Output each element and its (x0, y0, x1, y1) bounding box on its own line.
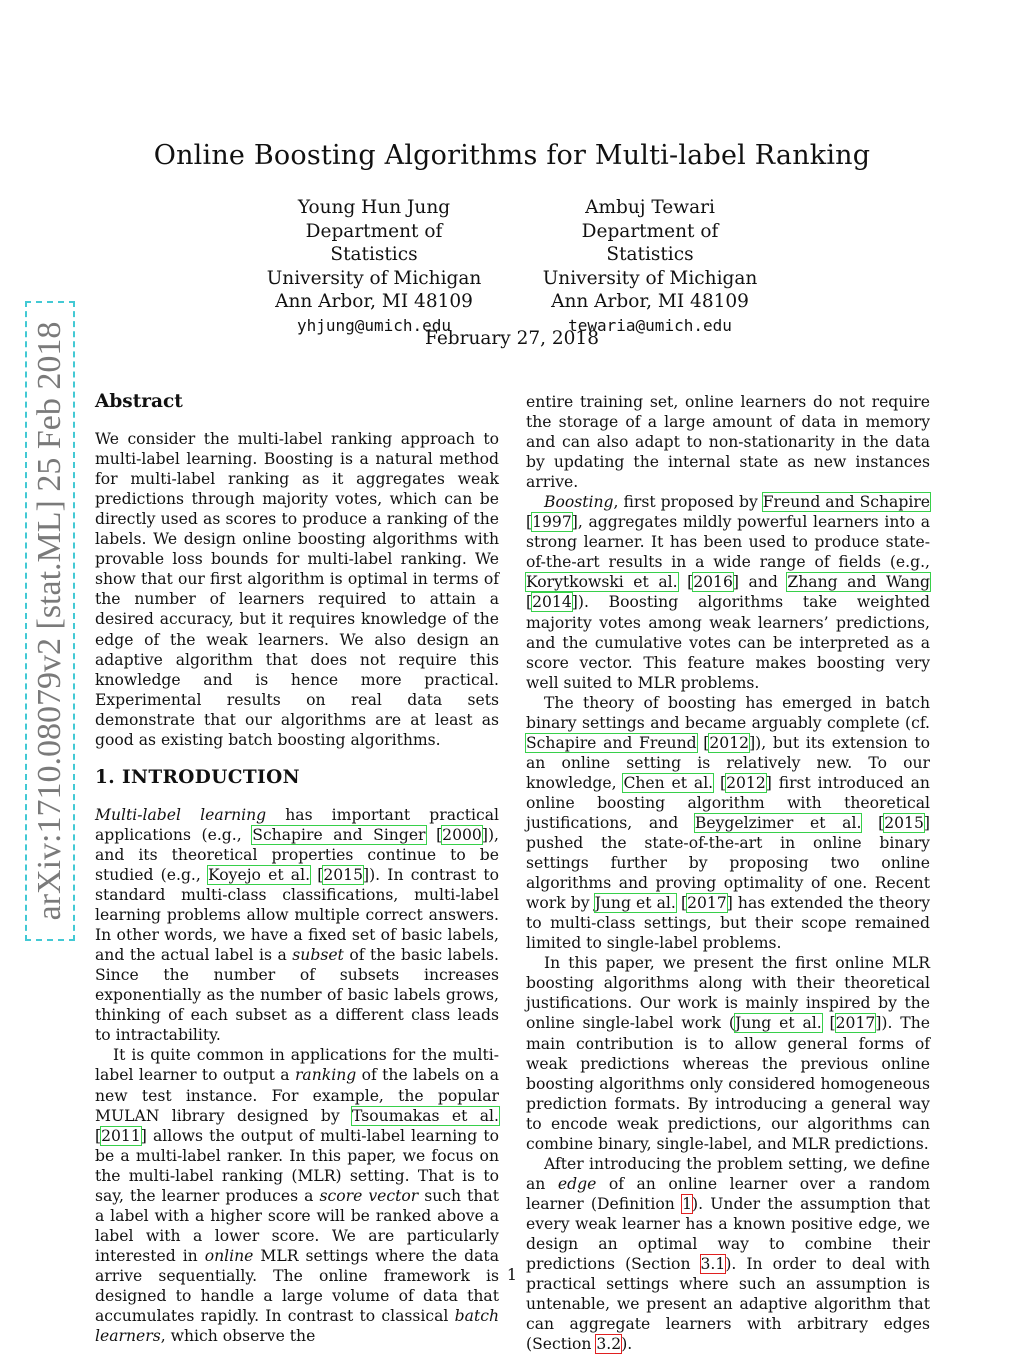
text: ] and (732, 573, 788, 592)
emphasis: edge (557, 1174, 597, 1193)
text: [ (713, 773, 727, 792)
text: [ (677, 573, 694, 592)
author-city: Ann Arbor, MI 48109 (275, 291, 473, 313)
section-ref-link[interactable]: 3.2 (596, 1335, 622, 1354)
author-department: Department of Statistics (305, 220, 443, 266)
text: [ (425, 825, 443, 844)
abstract-text: We consider the multi-label ranking approach to multi-label learning. Boosting is a natural method for multi-label ranking as it aggregates weak predictions through majority votes, which can be directly used as scores to produce a ranking of the labels. We design online boosting algorithms with provable loss bounds for multi-label ranking. We show that our first algorithm is optimal in terms of the number of learners required to attain a desired accuracy, but it requires knowledge of the edge of the weak learners. We also design an adaptive algorithm that does not require this knowledge and is hence more practical. Experimental results on real data sets demonstrate that our algorithms are at least as good as existing batch boosting algorithms. (95, 430, 499, 749)
arxiv-stamp[interactable]: arXiv:1710.08079v2 [stat.ML] 25 Feb 2018 (25, 301, 75, 941)
text: ]), but its extension to an online setting is relatively new. To our knowledge, (526, 733, 931, 792)
intro-paragraph-3 (526, 492, 930, 692)
author-city: Ann Arbor, MI 48109 (551, 291, 749, 313)
text: , which observe the (160, 1327, 316, 1346)
intro-paragraph-5 (526, 953, 930, 1153)
page-number: 1 (506, 1265, 518, 1284)
text: ]). Boosting algorithms take weighted majority votes among weak learners’ predictions, and the cumulative votes can be interpreted as a score vector. This feature makes boosting very well suited to MLR problems. (526, 593, 930, 692)
text: It is quite common in applications for the multi-label learner to output a (95, 1046, 499, 1085)
text: ]), and its theoretical properties continue to be studied (e.g., (95, 825, 499, 884)
citation-year-link[interactable]: 1997 (532, 513, 572, 532)
text: ]). The main contribution is to allow general forms of weak predictions whereas the previous online boosting algorithms only considered homogeneous prediction formats. By introducing a general way to encode weak predictions, our algorithms can combine binary, single-label, and MLR predictions. (526, 1014, 930, 1153)
abstract-heading: Abstract (95, 391, 183, 412)
text: [ (310, 865, 324, 884)
citation-link[interactable]: Tsoumakas et al. (352, 1106, 499, 1125)
text: [ (526, 593, 533, 612)
emphasis: score vector (319, 1186, 419, 1205)
citation-year-link[interactable]: 2015 (323, 865, 363, 884)
paper-date: February 27, 2018 (425, 328, 599, 349)
text: has important practical applications (e.g., (95, 805, 499, 844)
text: [ (95, 1126, 102, 1145)
author-university: University of Michigan (266, 267, 482, 289)
author-email: yhjung@umich.edu (296, 315, 452, 335)
text: ] allows the output of multi-label learning to be a multi-label ranker. In this paper, we focus on the multi-label ranking (MLR) setting. That is to say, the learner produces a (95, 1126, 499, 1205)
emphasis: Boosting (544, 493, 614, 512)
intro-paragraph-6 (526, 1154, 930, 1354)
author-email: tewaria@umich.edu (568, 315, 732, 335)
emphasis: subset (292, 946, 344, 965)
right-column (526, 392, 930, 1354)
text: ] has extended the theory to multi-class settings, but their scope remained limited to single-label problems. (526, 894, 931, 953)
citation-link[interactable]: Chen et al. (623, 773, 714, 792)
paper-title: Online Boosting Algorithms for Multi-label Ranking (153, 140, 871, 171)
emphasis: online (204, 1246, 254, 1265)
citation-link[interactable]: Jung et al. (734, 1014, 822, 1033)
citation-link[interactable]: Beygelzimer et al. (694, 813, 862, 832)
citation-year-link[interactable]: 2012 (709, 733, 750, 752)
intro-paragraph-4 (526, 693, 930, 954)
text: [ (861, 813, 885, 832)
citation-link[interactable]: Freund and Schapire (762, 493, 930, 512)
citation-link[interactable]: Koyejo et al. (208, 865, 311, 884)
citation-link[interactable]: Jung et al. (594, 894, 676, 913)
author-name: Young Hun Jung (297, 197, 451, 218)
text: ). In order to deal with practical settings where such an assumption is untenable, we present an adaptive algorithm that can aggregate learners with arbitrary edges (Section (526, 1255, 930, 1354)
citation-year-link[interactable]: 2000 (442, 825, 482, 844)
citation-link[interactable]: Korytkowski et al. (526, 573, 678, 592)
intro-paragraph-2 (95, 1045, 499, 1346)
citation-year-link[interactable]: 2015 (884, 813, 924, 832)
text: MLR settings where the data arrive sequentially. The online framework is designed to handle a large volume of data that accumulates rapidly. In contrast to classical (95, 1246, 499, 1326)
text: of an online learner over a random learner (Definition (526, 1174, 930, 1213)
text: ]). In contrast to standard multi-class classifications, multi-label learning problems allow multiple correct answers. In other words, we have a fixed set of basic labels, and the actual label is a (95, 865, 499, 965)
text: ] pushed the state-of-the-art in online binary settings further by proposing two online algorithms and proving optimality of one. Recent work by (526, 813, 930, 913)
text: [ (821, 1014, 836, 1033)
text: ). (621, 1335, 633, 1354)
author-block-1 (260, 196, 488, 338)
text: [ (696, 733, 710, 752)
author-block-2 (536, 196, 764, 338)
text: such that a label with a higher score will be ranked above a label with a lower score. We are particularly interested in (95, 1186, 499, 1265)
left-column (95, 392, 499, 1346)
section-heading-introduction: 1. INTRODUCTION (95, 766, 300, 788)
text: of the labels on a new test instance. For example, the popular MULAN library designed by (95, 1066, 499, 1125)
text: ] first introduced an online boosting algorithm with theoretical justifications, and (526, 773, 930, 832)
text: , first proposed by (613, 493, 763, 512)
author-name: Ambuj Tewari (585, 197, 715, 218)
text: In this paper, we present the first online MLR boosting algorithms along with their theoretical justifications. Our work is mainly inspired by the online single-label work ( (526, 954, 930, 1033)
citation-year-link[interactable]: 2014 (532, 593, 572, 612)
emphasis: Multi-label learning (95, 805, 267, 824)
intro-paragraph-1 (95, 805, 499, 1046)
citation-link[interactable]: Schapire and Freund (526, 733, 697, 752)
text: After introducing the problem setting, we define an (526, 1154, 930, 1193)
text: of the basic labels. Since the number of subsets increases exponentially as the number of basic labels grows, thinking of each subset as a different class leads to intractability. (95, 946, 499, 1045)
emphasis: batch learners (95, 1307, 499, 1346)
citation-year-link[interactable]: 2011 (101, 1126, 141, 1145)
citation-link[interactable]: Zhang and Wang (787, 573, 930, 592)
citation-link[interactable]: Schapire and Singer (252, 825, 426, 844)
citation-year-link[interactable]: 2017 (687, 894, 727, 913)
section-ref-link[interactable]: 3.1 (700, 1255, 726, 1274)
emphasis: ranking (294, 1066, 357, 1085)
citation-year-link[interactable]: 2017 (835, 1014, 876, 1033)
text: The theory of boosting has emerged in batch binary settings and became arguably complete (cf. (526, 693, 930, 732)
text: ). Under the assumption that every weak learner has a known positive edge, we design an optimal way to combine their predictions (Section (526, 1194, 930, 1274)
text: [ (526, 513, 533, 532)
citation-year-link[interactable]: 2016 (693, 573, 733, 592)
text: [ (675, 894, 688, 913)
intro-paragraph-2-continued: entire training set, online learners do not require the storage of a large amount of data in memory and can also adapt to non-stationarity in the data by updating the internal state as new instances arrive. (526, 393, 930, 492)
text: ], aggregates mildly powerful learners into a strong learner. It has been used to produce state-of-the-art results in a wide range of fields (e.g., (526, 513, 930, 572)
citation-year-link[interactable]: 2012 (726, 773, 766, 792)
author-department: Department of Statistics (581, 220, 719, 266)
author-university: University of Michigan (542, 267, 758, 289)
definition-ref-link[interactable]: 1 (682, 1194, 692, 1213)
